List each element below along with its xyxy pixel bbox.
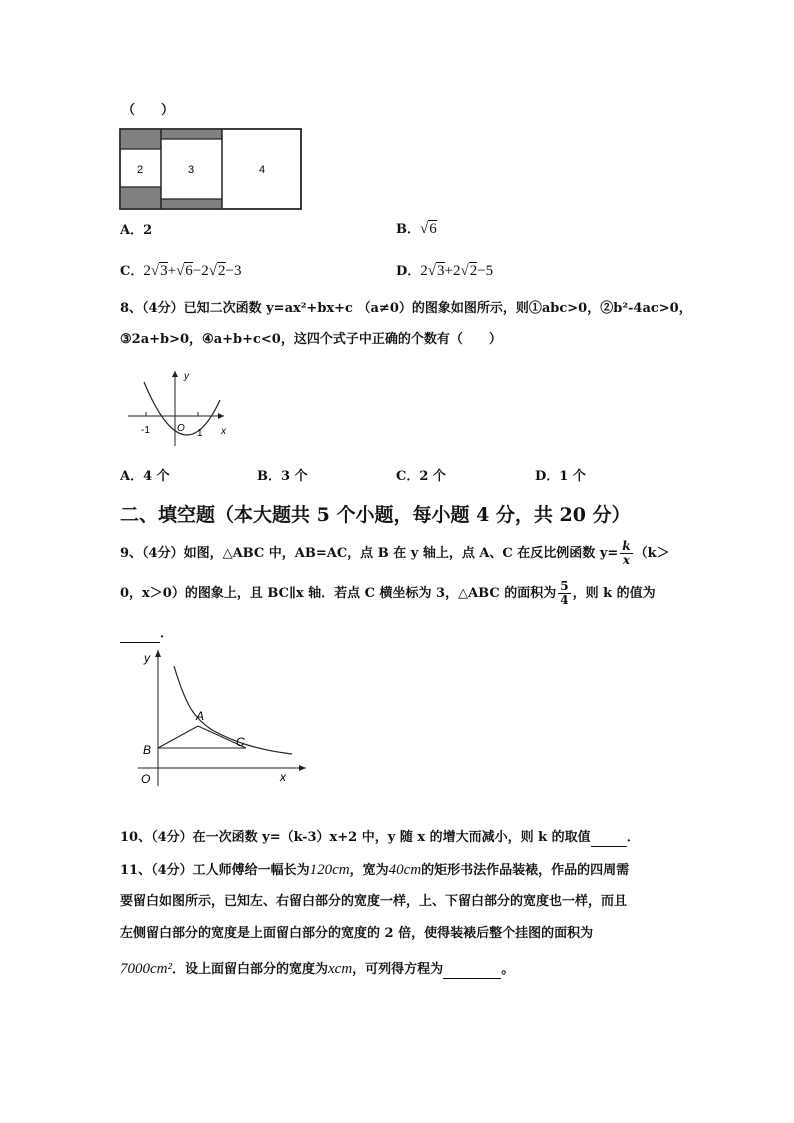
origin-label: O (141, 772, 151, 786)
q7-figure (119, 128, 305, 212)
q8-option-d[interactable]: D．1 个 (535, 469, 586, 484)
answer-blank[interactable] (443, 960, 501, 979)
q7-answer-paren: （ ） (122, 103, 175, 118)
q8-line-1: 8、（4分）已知二次函数 y=ax²+bx+c （a≠0）的图象如图所示，则①abc>0，②b²-4ac>0， (120, 301, 692, 316)
hyperbola-curve (174, 666, 292, 754)
q8-option-a[interactable]: A．4 个 (120, 469, 170, 484)
q7-option-c[interactable]: C．2√3+√6−2√2−3 (120, 263, 242, 279)
q11-line-2: 要留白如图所示，已知左、右留白部分的宽度一样，上、下留白部分的宽度也一样，而且 (120, 894, 628, 909)
x-axis-label: x (221, 426, 226, 437)
q11-line-4: 7000cm²．设上面留白部分的宽度为xcm，可列得方程为 。 (120, 961, 515, 977)
fraction-five-fourths: $\frac{5}{4}$ (560, 579, 569, 607)
q11-line-3: 左侧留白部分的宽度是上面留白部分的宽度的 2 倍，使得装裱后整个挂图的面积为 (120, 926, 594, 941)
shaded-region (120, 187, 161, 209)
tick-label-one: 1 (197, 428, 203, 439)
shaded-region (161, 129, 222, 139)
y-axis-label: y (144, 651, 150, 665)
point-b-label: B (143, 743, 152, 757)
answer-blank[interactable] (120, 624, 160, 643)
square-3-label: 3 (187, 164, 195, 176)
shaded-region (120, 129, 161, 149)
q7-option-a[interactable]: A．2 (120, 223, 153, 238)
y-axis-label: y (184, 371, 189, 382)
q9-hyperbola-graph (134, 644, 314, 788)
q9-line-2: 0，x＞0）的图象上，且 BC∥x 轴．若点 C 横坐标为 3，△ABC 的面积为 $\frac{5}{4}$ ，则 k 的值为 (120, 579, 656, 607)
segment-ab (158, 726, 198, 748)
q9-line-1: 9、（4分）如图，△ABC 中，AB=AC，点 B 在 y 轴上，点 A、C 在反比例函数 y= $\frac{k}{x}$ （k＞ (120, 539, 670, 567)
answer-blank[interactable] (591, 828, 627, 847)
q10-text: 10、（4分）在一次函数 y=（k-3）x+2 中，y 随 x 的增大而减小，则 k 的取值 ． (120, 830, 640, 845)
q7-option-d[interactable]: D．2√3+2√2−5 (396, 263, 494, 279)
square-2-label: 2 (136, 164, 144, 176)
tick-label-minus-one: -1 (141, 425, 150, 436)
q11-line-1: 11、（4分）工人师傅给一幅长为120cm，宽为40cm的矩形书法作品装裱，作品的四周需 (120, 862, 630, 878)
point-c-label: C (236, 735, 245, 749)
square-4-label: 4 (258, 164, 266, 176)
origin-label: O (177, 423, 185, 434)
x-axis-label: x (280, 770, 286, 784)
fraction-k-over-x: $\frac{k}{x}$ (622, 539, 631, 567)
point-a-label: A (196, 709, 205, 723)
q8-line-2: ③2a+b>0，④a+b+c<0，这四个式子中正确的个数有（ ） (120, 332, 502, 347)
q7-option-b[interactable]: B．√6 (396, 221, 437, 237)
section-heading: 二、填空题（本大题共 5 个小题，每小题 4 分，共 20 分） (120, 504, 631, 526)
q8-parabola-graph (124, 366, 234, 448)
shaded-region (161, 199, 222, 209)
q9-answer-line[interactable]: ． (120, 624, 173, 643)
q8-option-b[interactable]: B．3 个 (257, 469, 308, 484)
q8-option-c[interactable]: C．2 个 (396, 469, 446, 484)
